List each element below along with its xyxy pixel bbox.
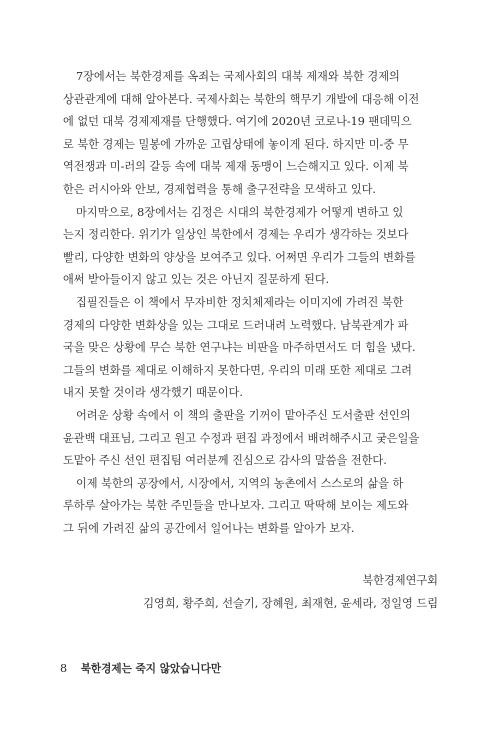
text-line: 도맡아 주신 선인 편집팀 여러분께 진심으로 감사의 말씀을 전한다. [63,454,387,468]
text-line: 역전쟁과 미-러의 갈등 속에 대북 제재 동맹이 느슨해지고 있다. 이제 북 [63,160,409,174]
page-footer [60,661,221,677]
text-line: 로 북한 경제는 밀봉에 가까운 고립상태에 놓이게 된다. 하지만 미-중 무 [63,137,409,151]
text-line: 애써 받아들이지 않고 있는 것은 아닌지 질문하게 된다. [63,273,330,287]
text-line: 그 뒤에 가려진 삶의 공간에서 일어나는 변화를 알아가 보자. [63,521,355,535]
text-line: 는지 정리한다. 위기가 일상인 북한에서 경제는 우리가 생각하는 것보다 [63,228,409,242]
text-line: 7장에서는 북한경제를 옥죄는 국제사회의 대북 제재와 북한 경제의 [76,70,400,83]
text-line: 국을 맞은 상황에 무슨 북한 연구냐는 비판을 마주하면서도 더 힘을 냈다. [63,341,416,355]
text-line: 어려운 상황 속에서 이 책의 출판을 기꺼이 맡아주신 도서출판 선인의 [76,408,411,422]
paragraph-chapter8 [63,202,438,292]
text-line: 에 없던 대북 경제제재를 단행했다. 여기에 2020년 코로나-19 팬데믹으 [63,115,412,129]
running-book-title: 북한경제는 죽지 않았습니다만 [80,663,222,675]
text-line: 마지막으로, 8장에서는 김정은 시대의 북한경제가 어떻게 변하고 있 [76,205,404,219]
text-line: 빨리, 다양한 변화의 양상을 보여주고 있다. 어쩌면 우리가 그들의 변화를 [63,250,416,264]
text-line: 윤관백 대표님, 그리고 원고 수정과 편집 과정에서 배려해주시고 궂은일을 [63,431,420,445]
signature-organization: 북한경제연구회 [362,574,438,587]
paragraph-acknowledgements [63,405,438,473]
paragraph-closing [63,473,438,541]
signature-authors: 김영희, 황주희, 선슬기, 장혜원, 최재현, 윤세라, 정일영 드림 [143,597,438,610]
text-line: 집필진들은 이 책에서 무자비한 정치체제라는 이미지에 가려진 북한 [76,295,404,309]
text-line: 그들의 변화를 제대로 이해하지 못한다면, 우리의 미래 또한 제대로 그려 [63,363,412,377]
text-line: 내지 못할 것이라 생각했기 때문이다. [63,386,243,400]
paragraph-authors-intent [63,292,438,405]
text-line: 한은 러시아와 안보, 경제협력을 통해 출구전략을 모색하고 있다. [63,182,376,196]
paragraph-chapter7 [63,66,438,202]
text-line: 경제의 다양한 변화상을 있는 그대로 드러내려 노력했다. 남북관계가 파 [63,318,409,332]
text-line: 루하루 살아가는 북한 주민들을 만나보자. 그리고 딱딱해 보이는 제도와 [63,499,409,513]
body-text [63,66,438,540]
text-line: 이제 북한의 공장에서, 시장에서, 지역의 농촌에서 스스로의 삶을 하 [76,476,404,490]
page-number: 8 [60,662,68,675]
text-line: 상관관계에 대해 알아본다. 국제사회는 북한의 핵무기 개발에 대응해 이전 [63,92,420,106]
